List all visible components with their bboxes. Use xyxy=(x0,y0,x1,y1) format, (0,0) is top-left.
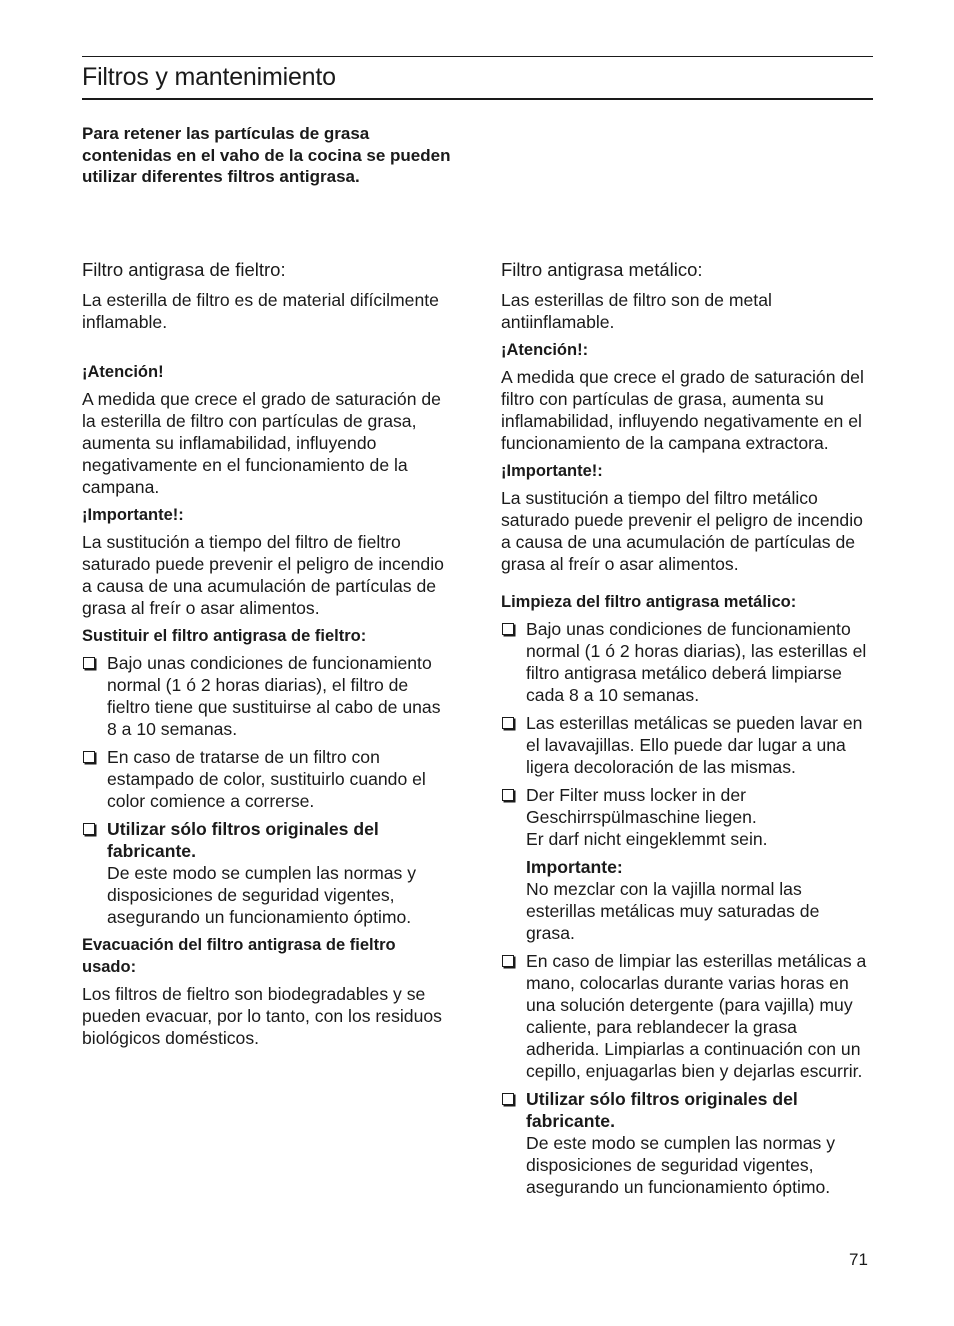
felt-material-text: La esterilla de filtro es de material difícilmente inflamable. xyxy=(82,290,439,332)
top-rule xyxy=(82,56,873,57)
dishwasher-note-text: No mezclar con la vajilla normal las esterillas metálicas muy saturadas de grasa. xyxy=(526,879,820,943)
felt-replace-label: Sustituir el filtro antigrasa de fieltro: xyxy=(82,627,367,645)
metal-important-label: ¡Importante!: xyxy=(501,462,603,480)
felt-important-label: ¡Importante!: xyxy=(82,506,184,524)
metal-attention-label: ¡Atención!: xyxy=(501,341,589,359)
felt-filter-column xyxy=(82,258,454,1055)
list-item xyxy=(82,746,454,812)
metal-important-text: La sustitución a tiempo del filtro metálico saturado puede prevenir el peligro de incendio a causa de una acumulación de partículas de grasa al freír o asar alimentos. xyxy=(501,488,863,574)
felt-replace-list xyxy=(82,652,454,928)
felt-attention-label: ¡Atención! xyxy=(82,363,164,381)
felt-filter-heading: Filtro antigrasa de fieltro: xyxy=(82,259,286,280)
checkbox-bullet-icon xyxy=(502,789,514,801)
metal-clean-label: Limpieza del filtro antigrasa metálico: xyxy=(501,593,797,611)
metal-attention-text: A medida que crece el grado de saturación del filtro con partículas de grasa, aumenta su inflamabilidad, influyendo negativamente en el funcionamiento de la campana extractora. xyxy=(501,367,864,453)
metal-filter-column xyxy=(501,258,873,1204)
list-item-text: Er darf nicht eingeklemmt sein. xyxy=(526,829,768,849)
list-item-text: Der Filter muss locker in der Geschirrspülmaschine liegen. xyxy=(526,785,757,827)
metal-material-text: Las esterillas de filtro son de metal antiinflamable. xyxy=(501,290,772,332)
list-item xyxy=(501,618,873,706)
original-filters-bold: Utilizar sólo filtros originales del fabricante. xyxy=(107,819,379,861)
list-item-text: Bajo unas condiciones de funcionamiento normal (1 ó 2 horas diarias), las esterillas el filtro antigrasa metálico deberá limpiarse cada 8 a 10 semanas. xyxy=(526,619,867,705)
metal-clean-list xyxy=(501,618,873,1198)
checkbox-bullet-icon xyxy=(83,657,95,669)
checkbox-bullet-icon xyxy=(502,623,514,635)
list-item-text: En caso de limpiar las esterillas metálicas a mano, colocarlas durante varias horas en una solución detergente (para vajilla) muy caliente, para reblandecer la grasa adherida. Limpiarlas a continuación con un cepillo, enjuagarlas bien y dejarlas escurrir. xyxy=(526,951,867,1081)
checkbox-bullet-icon xyxy=(83,751,95,763)
metal-filter-heading: Filtro antigrasa metálico: xyxy=(501,259,703,280)
original-filters-bold: Utilizar sólo filtros originales del fabricante. xyxy=(526,1089,798,1131)
list-item xyxy=(501,950,873,1082)
list-item xyxy=(82,652,454,740)
list-item xyxy=(501,784,873,944)
list-item xyxy=(501,712,873,778)
intro-paragraph: Para retener las partículas de grasa contenidas en el vaho de la cocina se pueden utilizar diferentes filtros antigrasa. xyxy=(82,124,451,186)
list-item-text: En caso de tratarse de un filtro con estampado de color, sustituirlo cuando el color comience a correrse. xyxy=(107,747,426,811)
page-title: Filtros y mantenimiento xyxy=(82,63,336,91)
title-underline xyxy=(82,98,873,100)
checkbox-bullet-icon xyxy=(83,823,95,835)
felt-important-text: La sustitución a tiempo del filtro de fieltro saturado puede prevenir el peligro de incendio a causa de una acumulación de partículas de grasa al freír o asar alimentos. xyxy=(82,532,444,618)
list-item xyxy=(501,1088,873,1198)
felt-attention-text: A medida que crece el grado de saturación de la esterilla de filtro con partículas de grasa, aumenta su inflamabilidad, influyendo negativamente en el funcionamiento de la campana. xyxy=(82,389,441,497)
list-item-text: Bajo unas condiciones de funcionamiento normal (1 ó 2 horas diarias), el filtro de fieltro tiene que sustituirse al cabo de unas 8 a 10 semanas. xyxy=(107,653,441,739)
original-filters-text: De este modo se cumplen las normas y disposiciones de seguridad vigentes, asegurando un funcionamiento óptimo. xyxy=(526,1133,836,1197)
checkbox-bullet-icon xyxy=(502,955,514,967)
dishwasher-note-label: Importante: xyxy=(526,857,623,877)
checkbox-bullet-icon xyxy=(502,717,514,729)
list-item xyxy=(82,818,454,928)
list-item-text: Las esterillas metálicas se pueden lavar en el lavavajillas. Ello puede dar lugar a una ligera decoloración de las mismas. xyxy=(526,713,863,777)
felt-disposal-label: Evacuación del filtro antigrasa de fieltro usado: xyxy=(82,936,396,976)
checkbox-bullet-icon xyxy=(502,1093,514,1105)
page-number: 71 xyxy=(849,1250,868,1269)
original-filters-text: De este modo se cumplen las normas y disposiciones de seguridad vigentes, asegurando un funcionamiento óptimo. xyxy=(107,863,417,927)
felt-disposal-text: Los filtros de fieltro son biodegradables y se pueden evacuar, por lo tanto, con los residuos biológicos domésticos. xyxy=(82,984,442,1048)
